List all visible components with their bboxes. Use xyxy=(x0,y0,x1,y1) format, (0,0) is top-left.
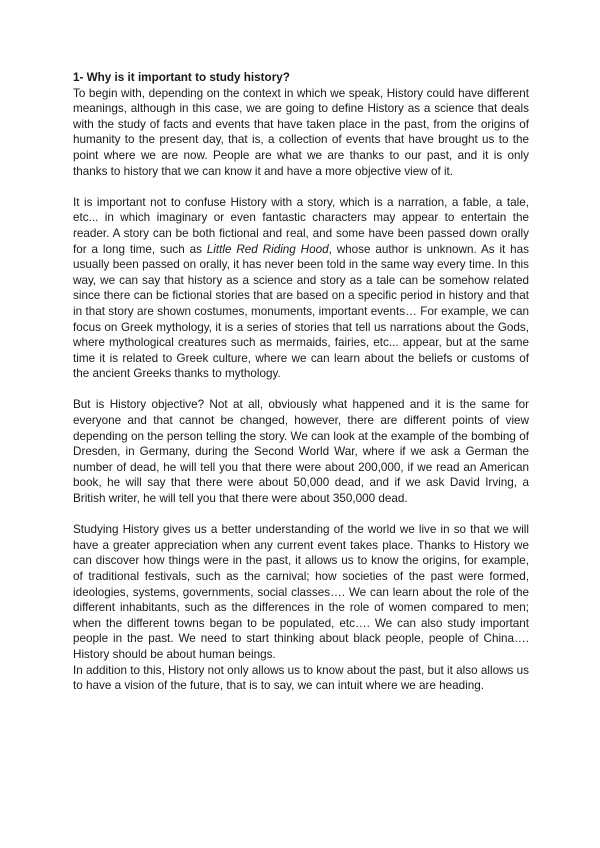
paragraph-benefits: Studying History gives us a better understanding of the world we live in so that we will have a greater appreciation when any current event takes place. Thanks to History we can discover how things were in the past, it allows us to know the origins, for example, of traditional festivals, such as the carnival; how societies of the past were formed, ideologies, systems, governments, social classes…. We can learn about the role of the different inhabitants, such as the differences in the role of women compared to men; when the different towns began to be populated, etc…. We can also study important people in the past. We need to start thinking about black people, people of China…. History should be about human beings. xyxy=(73,523,529,661)
story-title: Little Red Riding Hood xyxy=(206,242,329,256)
section-heading: 1- Why is it important to study history? xyxy=(73,71,290,84)
paragraph-definition: To begin with, depending on the context in which we speak, History could have different meanings, although in this case, we are going to define History as a science that deals with the study of facts and events that have taken place in the past, from the origins of humanity to the present day, that is, a collection of events that have brought us to the point where we are now. People are what we are thanks to our past, and it is only thanks to history that we can know it and have a more objective view of it. xyxy=(73,86,529,178)
paragraph-history-vs-story xyxy=(73,195,529,382)
paragraph-text-start: It is important not to confuse History with a story, which is a narration, a fable, a tale, etc... in which imaginary or even fantastic characters may appear to entertain the reader. A story can be both fictional and real, and some have been passed down orally for a long time, such as xyxy=(73,195,529,256)
paragraph-future: In addition to this, History not only allows us to know about the past, but it also allows us to have a vision of the future, that is to say, we can intuit where we are heading. xyxy=(73,663,529,693)
document-page xyxy=(73,70,529,694)
paragraph-objectivity: But is History objective? Not at all, obviously what happened and it is the same for everyone and that cannot be changed, however, there are different points of view depending on the person telling the story. We can look at the example of the bombing of Dresden, in Germany, during the Second World War, where if we ask a German the number of dead, he will tell you that there were about 200,000, if we read an American book, he will say that there were about 50,000 dead, and if we ask David Irving, a British writer, he will tell you that there were about 350,000 dead. xyxy=(73,398,529,506)
paragraph-text-end: , whose author is unknown. As it has usually been passed on orally, it has never been told in the same way every time. In this way, we can say that history as a science and story as a tale can be somehow related since there can be fictional stories that are based on a specific period in history and that in that story are shown costumes, monuments, important events… For example, we can focus on Greek mythology, it is a series of stories that tell us narrations about the Gods, where mythological creatures such as mermaids, fairies, etc... appear, but at the same time it is related to Greek culture, where we can learn about the beliefs or customs of the ancient Greeks thanks to mythology. xyxy=(73,242,529,381)
